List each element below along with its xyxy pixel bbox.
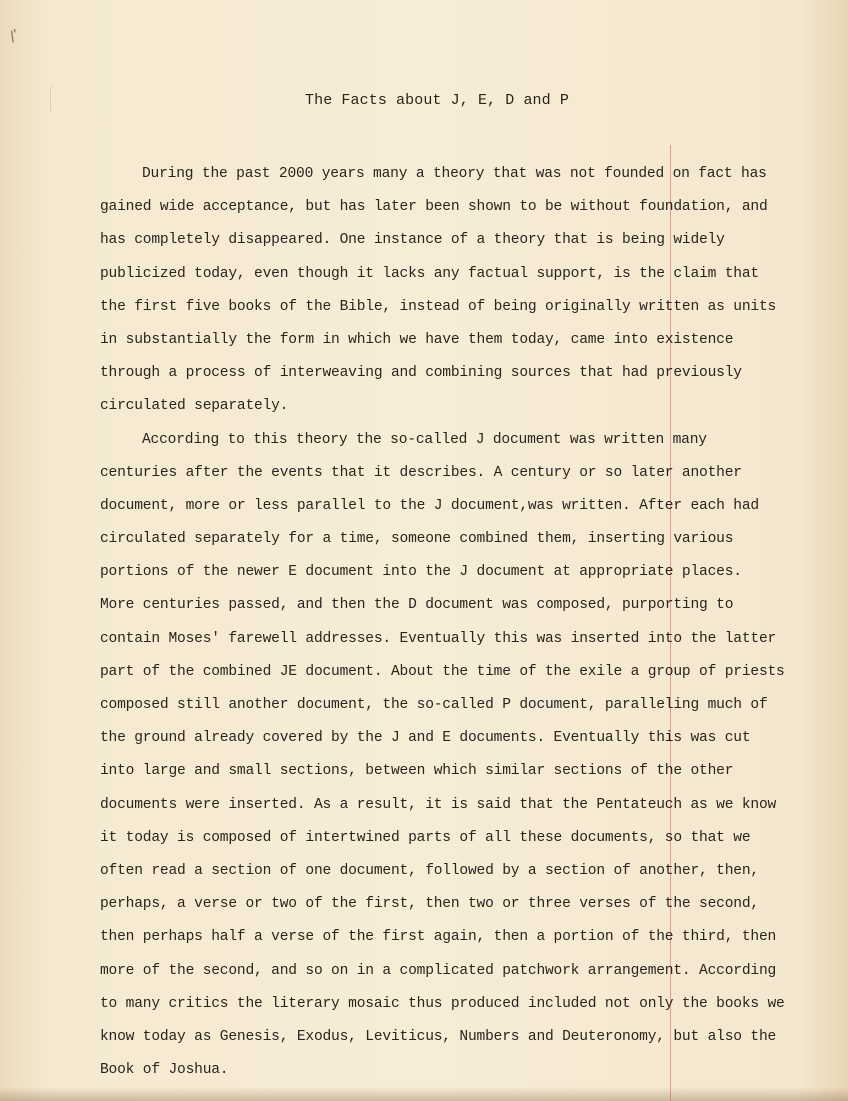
paragraph-line: more of the second, and so on in a complicated patchwork arrangement. According: [100, 962, 777, 979]
paragraph-line: in substantially the form in which we have them today, came into existence: [100, 331, 734, 348]
paragraph-first-line: During the past 2000 years many a theory that was not founded on fact has: [142, 166, 767, 182]
body-text: [100, 158, 820, 1087]
paragraph-line: perhaps, a verse or two of the first, then two or three verses of the second,: [100, 896, 759, 913]
paragraph-line: know today as Genesis, Exodus, Leviticus, Numbers and Deuteronomy, but also the: [100, 1028, 777, 1045]
paragraph-line: publicized today, even though it lacks any factual support, is the claim that: [100, 265, 759, 282]
paragraph-line: circulated separately for a time, someone combined them, inserting various: [100, 531, 734, 548]
paragraph-first-line: According to this theory the so-called J document was written many: [142, 431, 707, 448]
paragraph-line: composed still another document, the so-called P document, paralleling much of: [100, 697, 768, 713]
paragraph-line: Book of Joshua.: [100, 1062, 229, 1079]
paragraph-line: to many critics the literary mosaic thus produced included not only the books we: [100, 995, 785, 1012]
paragraph-line: gained wide acceptance, but has later been shown to be without foundation, and: [100, 199, 768, 216]
paragraph-line: the ground already covered by the J and E documents. Eventually this was cut: [100, 730, 751, 747]
paragraph-line: documents were inserted. As a result, it is said that the Pentateuch as we know: [100, 796, 777, 813]
paragraph-line: often read a section of one document, followed by a section of another, then,: [100, 862, 759, 879]
paragraph-line: circulated separately.: [100, 398, 289, 415]
paragraph-line: part of the combined JE document. About the time of the exile a group of priests: [100, 663, 785, 680]
paragraph-line: has completely disappeared. One instance of a theory that is being widely: [100, 232, 725, 249]
paragraph-line: document, more or less parallel to the J document,was written. After each had: [100, 497, 759, 514]
page-title: The Facts about J, E, D and P: [305, 92, 569, 109]
paragraph-line: contain Moses' farewell addresses. Eventually this was inserted into the latter: [100, 630, 777, 647]
paragraph-line: then perhaps half a verse of the first again, then a portion of the third, then: [100, 929, 777, 946]
paragraph-line: it today is composed of intertwined parts of all these documents, so that we: [100, 829, 751, 846]
paragraph-line: into large and small sections, between which similar sections of the other: [100, 763, 734, 780]
paragraph-line: More centuries passed, and then the D document was composed, purporting to: [100, 597, 734, 614]
paragraph-line: centuries after the events that it describes. A century or so later another: [100, 464, 742, 481]
paragraph-line: portions of the newer E document into the J document at appropriate places.: [100, 564, 742, 581]
paragraph-line: through a process of interweaving and combining sources that had previously: [100, 365, 742, 382]
paragraph-line: the first five books of the Bible, instead of being originally written as units: [100, 298, 777, 315]
pencil-mark: ∕’: [7, 26, 23, 46]
